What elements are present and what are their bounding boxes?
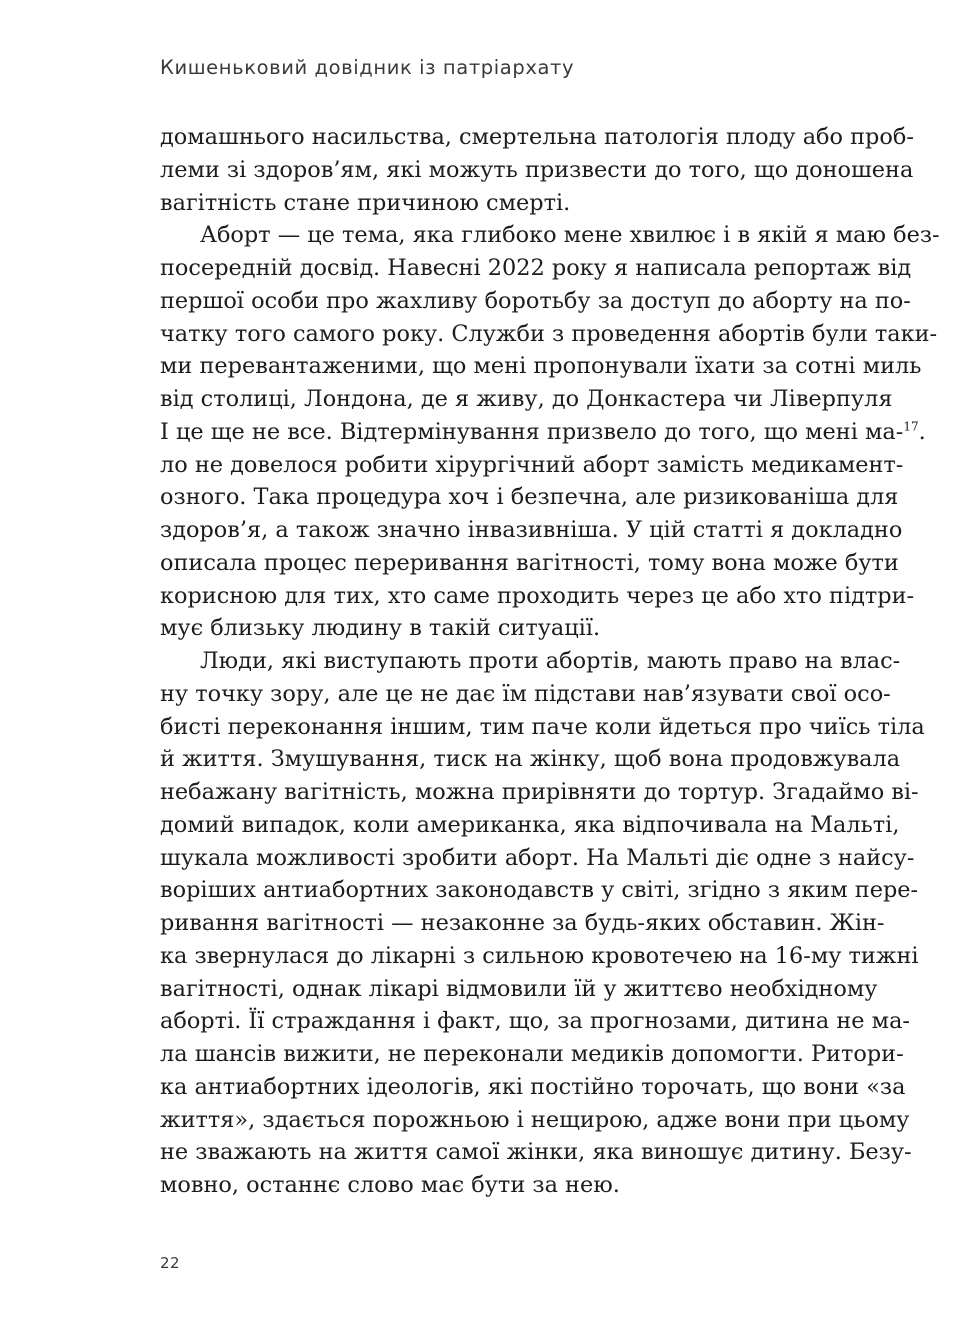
text-line: бисті переконання іншим, тим паче коли йдеться про чиїсь тіла — [160, 713, 925, 740]
text-line: І це ще не все. Відтермінування призвело до того, що мені ма-$^{17}$. — [160, 418, 926, 445]
text-line: ну точку зору, але це не дає їм підстави нав’язувати свої осо- — [160, 680, 891, 707]
text-line: мовно, останнє слово має бути за нею. — [160, 1172, 620, 1198]
text-line: ривання вагітності — незаконне за будь-яких обставин. Жін- — [160, 910, 885, 936]
footnote-reference[interactable]: 17 — [903, 419, 919, 434]
page-number: 22 — [160, 1254, 181, 1272]
text-line: посередній досвід. Навесні 2022 року я написала репортаж від — [160, 255, 912, 281]
text-line: життя», здається порожньою і нещирою, адже вони при цьому — [160, 1106, 910, 1133]
text-line: ла шансів вижити, не переконали медиків допомогти. Ритори- — [160, 1041, 904, 1067]
text-line: вагітності, однак лікарі відмовили їй у життєво необхідному — [160, 975, 878, 1002]
text-line: домий випадок, коли американка, яка відпочивала на Мальті, — [160, 811, 900, 838]
text-line: ло не довелося робити хірургічний аборт замість медикамент- — [160, 451, 904, 478]
text-line: небажану вагітність, можна прирівняти до тортур. Згадаймо ві- — [160, 779, 919, 805]
text-line: ка звернулася до лікарні з сильною кровотечею на 16-му тижні — [160, 942, 919, 969]
body-text — [160, 121, 940, 1202]
text-line: ми перевантаженими, що мені пропонували їхати за сотні миль — [160, 353, 922, 380]
text-line: корисною для тих, хто саме проходить через це або хто підтри- — [160, 582, 915, 609]
text-line: не зважають на життя самої жінки, яка виношує дитину. Безу- — [160, 1139, 912, 1166]
text-line: й життя. Змушування, тиск на жінку, щоб вона продовжувала — [160, 746, 901, 773]
text-line: шукала можливості зробити аборт. На Мальті діє одне з найсу- — [160, 844, 915, 871]
paragraph — [160, 645, 925, 1202]
text-line: воріших антиабортних законодавств у світі, згідно з яким пере- — [160, 877, 919, 904]
text-line: Аборт — це тема, яка глибоко мене хвилює і в якій я маю без- — [200, 222, 940, 249]
text-line: описала процес переривання вагітності, тому вона може бути — [160, 549, 899, 576]
text-line: першої особи про жахливу боротьбу за доступ до аборту на по- — [160, 287, 911, 314]
text-line: від столиці, Лондона, де я живу, до Донкастера чи Ліверпуля — [160, 386, 893, 412]
paragraph — [160, 219, 940, 645]
text-line: мує близьку людину в такій ситуації. — [160, 615, 601, 642]
text-line: аборті. Її страждання і факт, що, за прогнозами, дитина не ма- — [160, 1008, 910, 1035]
text-line: вагітність стане причиною смерті. — [160, 189, 571, 216]
text-line: чатку того самого року. Служби з проведення абортів були таки- — [160, 320, 938, 347]
running-head: Кишеньковий довідник із патріархату — [160, 56, 575, 79]
text-line: домашнього насильства, смертельна патологія плоду або проб- — [160, 124, 914, 150]
text-line: Люди, які виступають проти абортів, мають право на влас- — [200, 648, 901, 674]
paragraph — [160, 121, 914, 219]
text-line: здоров’я, а також значно інвазивніша. У цій статті я докладно — [160, 517, 903, 543]
text-line: озного. Така процедура хоч і безпечна, але ризикованіша для — [160, 484, 899, 511]
text-line: ка антиабортних ідеологів, які постійно торочать, що вони «за — [160, 1073, 906, 1100]
text-line: леми зі здоров’ям, які можуть призвести до того, що доношена — [160, 156, 914, 183]
